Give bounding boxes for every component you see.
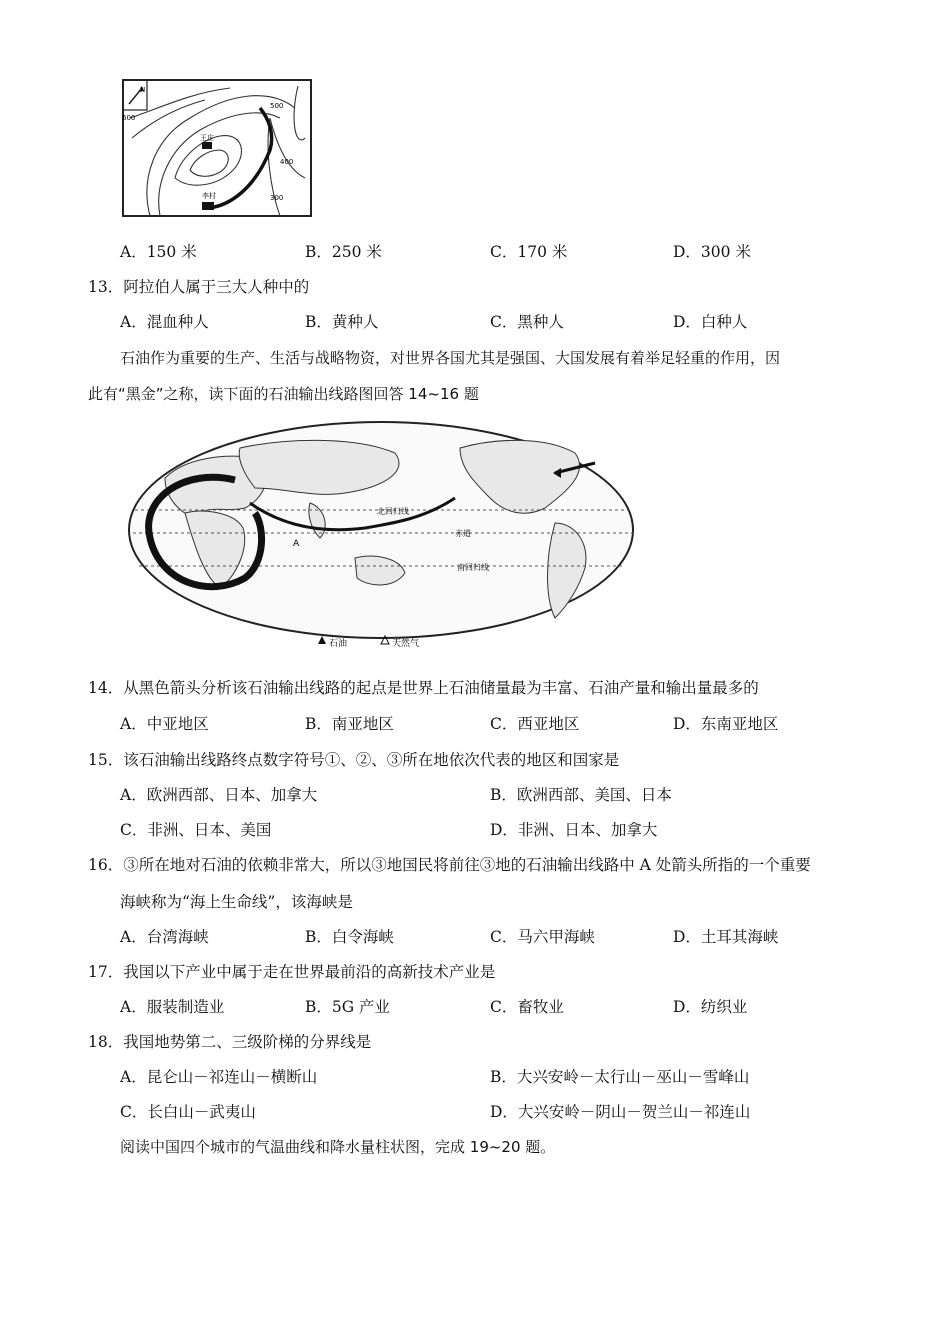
q12-option-c: C．170 米	[490, 243, 568, 261]
q17-option-d: D．纺织业	[673, 998, 748, 1016]
q18-option-a: A．昆仑山－祁连山－横断山	[120, 1068, 318, 1086]
map-label-a: A	[293, 539, 300, 549]
north-label: N	[140, 86, 146, 94]
q18-option-b: B．大兴安岭－太行山－巫山－雪峰山	[490, 1068, 750, 1086]
q17-option-a: A．服装制造业	[120, 998, 225, 1016]
q14-option-d: D．东南亚地区	[673, 715, 779, 733]
q15-option-c: C．非洲、日本、美国	[120, 821, 272, 839]
q13-stem: 13．阿拉伯人属于三大人种中的	[88, 278, 310, 296]
map-label-tropic-cancer: 北回归线	[377, 507, 409, 516]
q12-option-d: D．300 米	[673, 243, 751, 261]
q13-option-a: A．混血种人	[120, 313, 209, 331]
contour-map-figure	[120, 78, 315, 220]
q14-stem: 14．从黑色箭头分析该石油输出线路的起点是世界上石油储量最为丰富、石油产量和输出量最多的	[88, 679, 759, 697]
contour-label-600: 600	[122, 114, 136, 122]
q14-option-a: A．中亚地区	[120, 715, 209, 733]
contour-label-300: 300	[270, 194, 284, 202]
q12-option-b: B．250 米	[305, 243, 382, 261]
q16-stem-line2: 海峡称为“海上生命线”，该海峡是	[120, 893, 353, 911]
q15-option-d: D．非洲、日本、加拿大	[490, 821, 658, 839]
q16-stem-line1: 16．③所在地对石油的依赖非常大，所以③地国民将前往③地的石油输出线路中 A 处箭头所指的一个重要	[88, 856, 811, 874]
q15-option-a: A．欧洲西部、日本、加拿大	[120, 786, 318, 804]
q18-option-c: C．长白山－武夷山	[120, 1103, 256, 1121]
q15-option-b: B．欧洲西部、美国、日本	[490, 786, 672, 804]
q18-stem: 18．我国地势第二、三级阶梯的分界线是	[88, 1033, 372, 1051]
legend-oil: 石油	[329, 639, 348, 649]
q13-option-d: D．白种人	[673, 313, 748, 331]
q17-option-c: C．畜牧业	[490, 998, 564, 1016]
legend-gas: 天然气	[392, 639, 420, 649]
intro-paragraph-line2: 此有“黑金”之称，读下面的石油输出线路图回答 14~16 题	[88, 385, 479, 403]
q16-option-b: B．白令海峡	[305, 928, 394, 946]
map-label-equator: 赤道	[455, 529, 471, 538]
village-label-wangzhuang: 王庄	[200, 134, 214, 142]
intro-paragraph-climate: 阅读中国四个城市的气温曲线和降水量柱状图，完成 19~20 题。	[120, 1138, 556, 1156]
q18-option-d: D．大兴安岭－阴山－贺兰山－祁连山	[490, 1103, 751, 1121]
oil-route-world-map	[125, 418, 640, 658]
q13-option-b: B．黄种人	[305, 313, 379, 331]
q12-option-a: A．150 米	[120, 243, 197, 261]
q17-option-b: B．5G 产业	[305, 998, 391, 1016]
q14-option-b: B．南亚地区	[305, 715, 394, 733]
village-label-licun: 李村	[202, 192, 216, 200]
map-label-tropic-capricorn: 南回归线	[457, 563, 489, 572]
intro-paragraph-line1: 石油作为重要的生产、生活与战略物资，对世界各国尤其是强国、大国发展有着举足轻重的作用，因	[120, 349, 781, 367]
q15-stem: 15．该石油输出线路终点数字符号①、②、③所在地依次代表的地区和国家是	[88, 751, 620, 769]
q14-option-c: C．西亚地区	[490, 715, 580, 733]
contour-label-500: 500	[270, 102, 284, 110]
q16-option-d: D．土耳其海峡	[673, 928, 779, 946]
q17-stem: 17．我国以下产业中属于走在世界最前沿的高新技术产业是	[88, 963, 496, 981]
q13-option-c: C．黑种人	[490, 313, 564, 331]
q16-option-c: C．马六甲海峡	[490, 928, 595, 946]
q16-option-a: A．台湾海峡	[120, 928, 209, 946]
contour-label-400: 400	[280, 158, 294, 166]
